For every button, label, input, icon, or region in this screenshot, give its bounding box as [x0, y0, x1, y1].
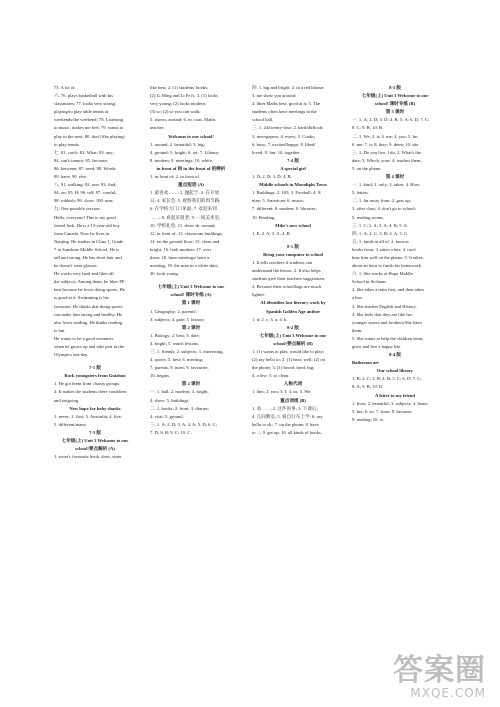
- answer-line: 12. in front of; 13. classroom buildings;: [150, 230, 223, 236]
- answer-line: 4. bright; 5. watch lessons.: [150, 340, 200, 346]
- section-heading: 七年级(上) Unit 3 Welcome to our: [61, 438, 129, 444]
- answer-line: best because he loves doing sports. He: [54, 287, 125, 293]
- answer-line: 2. Because their schoolbags are much: [252, 284, 322, 290]
- answer-line: 3. newspapers; 4. every; 5. Cooks;: [252, 133, 316, 139]
- answer-line: 5. different/many.: [54, 421, 87, 427]
- section-heading: Spanish Golden Age author: [266, 308, 320, 314]
- answer-line: 1. B; 2. C; 3. B; 4. B; 5. C; 6. D; 7. C;: [352, 376, 422, 382]
- section-heading: 8-4 版: [389, 352, 401, 358]
- answer-line: very young; (2) looks modern;: [150, 101, 207, 107]
- answer-line: 6. me; 7. it; 8. they; 9. them; 10. she.: [352, 141, 420, 147]
- answer-line: is fun.: [54, 327, 66, 333]
- section-heading: Bathroom art: [352, 360, 379, 366]
- answer-line: 2. It makes the students there confident: [54, 389, 127, 395]
- section-heading: Middle schools in Moonlight Town: [259, 182, 327, 188]
- answer-line: Olympics one day.: [54, 352, 89, 358]
- answer-line: grow and live a happy life.: [352, 344, 402, 349]
- answer-line: weekends/the weekend; 78. Listening: [54, 117, 124, 123]
- answer-line: 3. She teaches English and History.: [352, 303, 417, 309]
- answer-line: 1. around; 2. beautiful; 3. big;: [150, 141, 205, 147]
- section-heading: in front of 和 in the front of 的辨析: [156, 165, 226, 171]
- answer-line: to ...; 9. get up; 10. all kinds of books.: [252, 429, 322, 435]
- section-heading: New hope for baby sharks: [69, 405, 121, 411]
- answer-line: (3) so; (2) so you can walk;: [150, 109, 201, 115]
- answer-line: 2. She takes a train first, and then takes: [352, 287, 424, 293]
- section-heading: 重点词组 (B): [280, 397, 306, 403]
- answer-line: 4. sports; 5. best; 6. meeting;: [150, 357, 204, 363]
- answer-line: 5. She wants to help the children learn,: [352, 335, 424, 341]
- answer-line: 1. D; 2. D; 3. D; 4. B.: [252, 174, 292, 180]
- section-heading: 8-2 版: [287, 324, 299, 330]
- answer-line: 5. reading rooms.: [352, 214, 385, 220]
- section-heading: 第 4 课时: [385, 174, 405, 180]
- answer-line: 89. have; 90. else.: [54, 174, 88, 180]
- answer-line: is good at it. Swimming is his: [54, 295, 109, 301]
- section-heading: Welcome to our school!: [168, 133, 214, 139]
- answer-line: there; 18. have meetings/ have a: [150, 254, 210, 260]
- section-heading: school! 课时专练 (A): [170, 292, 212, 298]
- answer-line: 7 in Sunshine Middle School. He is: [54, 246, 120, 252]
- answer-line: 三. 1. C; 2. A; 3. A; 4. B; 5. A.: [352, 222, 409, 228]
- answer-line: 4. a few; 5. to clean.: [252, 373, 290, 379]
- answer-line: like best; 2. (1) students' books;: [150, 85, 209, 90]
- answer-line: 1. Buildings; 2. 105; 3. Football; 4. 9/: [252, 190, 322, 196]
- watermark-url: MXQE.COM: [410, 686, 486, 700]
- section-heading: 7-1 版: [89, 365, 101, 371]
- answer-line: about an hour to finish his homework.: [352, 263, 423, 269]
- answer-line: 1. Geography; 2. parents';: [150, 308, 198, 314]
- answer-line: can make him strong and healthy. He: [54, 311, 123, 317]
- answer-line: 日; 4. 家长会; 5. 观察我们的周节路;: [150, 198, 221, 204]
- answer-line: hear him well on the phone; 5. It takes,: [352, 254, 424, 260]
- answer-line: 3. subjects; 4. gate; 5. history.: [150, 316, 205, 322]
- answer-line: 8. modern; 9. meetings; 10. white.: [150, 157, 213, 163]
- answer-line: 三. 1. 24/twenty-four; 2. hard/difficult;: [252, 125, 324, 131]
- answer-line: 1. Biology; 2. best; 3. date;: [150, 332, 200, 338]
- section-heading: 第 3 课时: [385, 109, 405, 115]
- answer-line: 5. shows, around; 6. in, coat, Maths: [150, 117, 216, 123]
- watermark-logo-text: 答案圈: [393, 653, 486, 688]
- answer-line: ……; 8. 看起来很老; 9. 一间美术室;: [150, 214, 221, 220]
- answer-line: he doesn't wear glasses.: [54, 263, 98, 269]
- answer-line: 9. reading; 10. is.: [352, 416, 384, 422]
- answer-line: 10. Reading.: [252, 214, 276, 220]
- answer-line: 1. 最喜欢……; 2. 抛起于; 3. 在开放: [150, 190, 220, 196]
- answer-line: 六. 76. plays basketball with his: [54, 93, 114, 99]
- answer-line: 4. ground; 5. bright; 6. art; 7. Library;: [150, 149, 220, 155]
- answer-line: 3. me show you around;: [252, 93, 297, 99]
- answer-line: books from; 3. takes a bus; 4. can't: [352, 246, 416, 252]
- section-heading: school!要点解析 (A): [75, 446, 115, 452]
- answer-line: Nanjing. He studies in Class 1, Grade: [54, 238, 124, 244]
- answer-line: 三. 1. friends; 2. subjects; 3. interesting,: [150, 349, 224, 354]
- answer-line: 3. after class; 4. don't go to school;: [352, 206, 416, 212]
- answer-line: 1. d; 2. c; 3. a; 4. b.: [252, 316, 288, 322]
- answer-line: 10. begins.: [150, 373, 171, 379]
- answer-line: bright; 16. look modern; 17. over: [150, 246, 212, 252]
- answer-line: 1. It tells teachers if students can: [252, 259, 313, 265]
- answer-line: 一. 1. hall; 2. modern; 3. bright;: [150, 389, 209, 395]
- section-heading: 七年级(上) Unit 3 Welcome to our: [361, 93, 429, 99]
- section-heading: 人称代词: [283, 381, 303, 387]
- answer-line: from Canada. Now he lives in: [54, 230, 110, 236]
- section-heading: 重点短语 (A): [178, 182, 204, 188]
- answer-line: a bus.: [352, 295, 363, 301]
- section-heading: Rock youngsters from Guizhou: [64, 373, 126, 379]
- answer-line: loved; 9. fun; 10. together.: [252, 149, 301, 155]
- section-heading: school!要点解析 (B): [273, 340, 313, 346]
- section-heading: 8-1 版: [287, 243, 299, 249]
- section-heading: Our school library: [376, 368, 414, 374]
- section-heading: Mike's new school: [275, 222, 311, 228]
- answer-line: 75. A lot of.: [54, 85, 76, 90]
- answer-line: tall and strong. He has short hair and: [54, 254, 122, 260]
- answer-line: 20. look young.: [150, 271, 179, 277]
- answer-line: 三. 1. Do you live, I do; 2. What's the: [352, 149, 422, 155]
- answer-line: school hall.: [252, 117, 274, 123]
- answer-line: Hello, everyone! This is my good: [54, 214, 116, 220]
- answer-line: them.: [352, 327, 363, 333]
- answer-line: meeting; 19. the man in a white shirt;: [150, 263, 219, 269]
- answer-line: 8. C; 9. B; 10. B.: [352, 125, 384, 131]
- answer-line: 4. 几间教室; 5. 骑自行车上学; 6. say: [252, 413, 323, 419]
- section-heading: 第 2 课时: [181, 324, 201, 330]
- answer-line: 8. A; 9. B; 10. D.: [352, 384, 384, 390]
- answer-line: 1. in front of; 2. in front of.: [150, 174, 201, 180]
- answer-line: play in the next; 80. don't like playing/: [54, 133, 125, 139]
- answer-line: 6. 在学校大门口见面; 7. 欢迎来到: [150, 206, 217, 212]
- section-heading: 七年级(上) Unit 3 Welcome to our: [157, 284, 225, 290]
- answer-line: 八. 91. walking; 92. one; 93. find;: [54, 182, 117, 188]
- section-heading: school! 课时专练 (B): [374, 101, 416, 107]
- section-heading: 第 2 课时: [181, 381, 201, 387]
- answer-line: 1. 看……; 2. 这件的事; 3. 下课后;: [252, 405, 318, 411]
- answer-line: 六. 1. She works at Hope Middle: [352, 271, 413, 277]
- answer-line: playing/to play table tennis at: [54, 109, 109, 115]
- answer-line: 1. sister's favourite book, does, sister: [54, 454, 122, 460]
- answer-line: 1. (1) wants to play, would like to play;: [252, 349, 325, 354]
- section-heading: 8-3 版: [389, 85, 401, 90]
- answer-line: 1. He got them from charity groups.: [54, 381, 121, 387]
- section-heading: 7-3 版: [89, 429, 101, 435]
- answer-line: date; 3. Which, your; 4. teaches them;: [352, 157, 422, 163]
- answer-line: 二. 1. far away from; 2. gets up;: [352, 198, 411, 204]
- answer-line: 5. on the phone.: [352, 165, 382, 171]
- column-1: [54, 84, 136, 461]
- column-3: [252, 84, 334, 437]
- answer-line: 4. She feels that they are like her: [352, 311, 413, 317]
- answer-line: 1. never; 2. first; 3. Australia; 4. live;: [54, 413, 122, 419]
- answer-line: 一. 1. A; 2. D; 3. D; 4. B; 5. A; 6. D; 7. C;: [352, 117, 430, 123]
- answer-line: 10. 学校礼堂; 11. show sb. around;: [150, 222, 216, 228]
- answer-line: younger sisters and brothers/She likes: [352, 319, 422, 325]
- answer-line: lighter.: [252, 292, 265, 298]
- answer-line: 94. on; 95. H; 96. tell; 97. careful;: [54, 190, 117, 196]
- answer-line: He wants to be a good swimmer: [54, 335, 114, 341]
- answer-line: 6. busy; 7. excited/happy; 8. liked/: [252, 141, 316, 147]
- answer-line: 1. lives; 2. beautiful; 3. subjects; 4. learn;: [352, 400, 428, 406]
- answer-line: classmates; 77. looks very strong,: [54, 101, 117, 107]
- column-2: [150, 84, 232, 437]
- answer-line: 4. visit; 5. ground.: [150, 413, 184, 419]
- answer-line: School in Sichuan.: [352, 279, 387, 285]
- answer-line: 九. One possible version:: [54, 206, 101, 212]
- answer-line: 4. likes Maths best, good at it; 5. The: [252, 101, 321, 107]
- site-watermark: [386, 655, 486, 701]
- answer-line: 二. 1. books; 2. front; 3. diaries;: [150, 405, 209, 411]
- section-heading: A letter to my friend: [375, 392, 415, 398]
- answer-line: 一. 1. kind; 2. only; 3. takes; 4. How;: [352, 182, 421, 188]
- answer-line: 5. her; 6. so; 7. from; 8. because;: [352, 408, 413, 414]
- answer-line: favourite. He thinks that doing sports: [54, 303, 123, 309]
- answer-line: friend Jack. He is a 13-year-old boy: [54, 222, 120, 228]
- answer-line: to music, makes me feel; 79. wants to: [54, 125, 124, 131]
- answer-line: also loves reading. He thinks reading: [54, 319, 123, 325]
- answer-line: to play tennis.: [54, 141, 80, 147]
- section-heading: Bring your computer to school: [263, 251, 323, 257]
- answer-line: hello to sb.; 7. on the phone; 8. have: [252, 421, 319, 427]
- answer-line: He works very hard and likes all: [54, 271, 114, 277]
- answer-line: 7. parents; 8. meet; 9. favourite;: [150, 365, 209, 371]
- answer-line: 三. 1. A; 2. D; 3. A; 4. A; 5. D; 6. C;: [150, 421, 217, 427]
- answer-line: 4. show; 5. buildings.: [150, 397, 190, 403]
- answer-line: teacher.: [150, 125, 165, 131]
- answer-line: 86. between; 87. need; 88. Words;: [54, 165, 117, 171]
- answer-line: (2) say hello to; 2. (1) hear; well; (2) on: [252, 357, 325, 363]
- column-4: [352, 84, 438, 424]
- answer-line: when he grows up and take part in the: [54, 344, 124, 349]
- section-heading: A special girl: [280, 165, 306, 171]
- answer-line: 1. E; 2. A; 3. A; 4. B.: [252, 230, 291, 236]
- answer-line: 四. 1. big and bright; 2. in a red blouse;: [252, 85, 325, 90]
- answer-line: students give their teachers suggestions.: [252, 276, 326, 282]
- answer-line: 1. him; 2. you; 3. I; 4. us; 5. We.: [252, 389, 312, 395]
- section-heading: 第 1 课时: [181, 300, 201, 306]
- answer-line: 7. D; 8. B; 9. C; 10. C.: [150, 429, 192, 435]
- answer-line: understand the lesson. 2. It also helps: [252, 268, 321, 274]
- answer-line: 98. rubbish; 99. close; 100. near.: [54, 198, 114, 204]
- answer-line: students often have meetings in the: [252, 109, 317, 115]
- answer-line: 84. can't/cannot; 85. because;: [54, 157, 109, 163]
- answer-line: 5. letters.: [352, 190, 369, 196]
- answer-line: 四. 1. A; 2. C; 3. B; 4. A; 5. C.: [352, 230, 409, 236]
- answer-line: 二. 1. We; 2. it; 3. me; 4. you; 5. he;: [352, 133, 419, 139]
- answer-line: 14. on the ground floor; 15. clean and: [150, 238, 220, 244]
- section-heading: AI identifies lost literary work by: [260, 300, 326, 306]
- answer-line: 五. 1. funds at all of. 2. borrow: [352, 238, 410, 244]
- answer-line: 7. different; 8. modern; 9. libraries;: [252, 206, 317, 212]
- answer-line: the phone; 3. (1) bored; tired; big;: [252, 365, 315, 371]
- answer-line: nine; 5. American; 6. music;: [252, 198, 305, 204]
- answer-line: the subjects. Among them, he likes PE: [54, 279, 125, 285]
- answer-line: (2) Li Ming and Li Fei's; 3. (1) looks: [150, 93, 218, 99]
- section-heading: 七年级(上) Unit 3 Welcome to our: [259, 332, 327, 338]
- section-heading: 7-4 版: [287, 157, 299, 163]
- answer-line: 七. 81. catch; 82. What; 83. any;: [54, 149, 114, 155]
- answer-line: and outgoing.: [54, 397, 80, 403]
